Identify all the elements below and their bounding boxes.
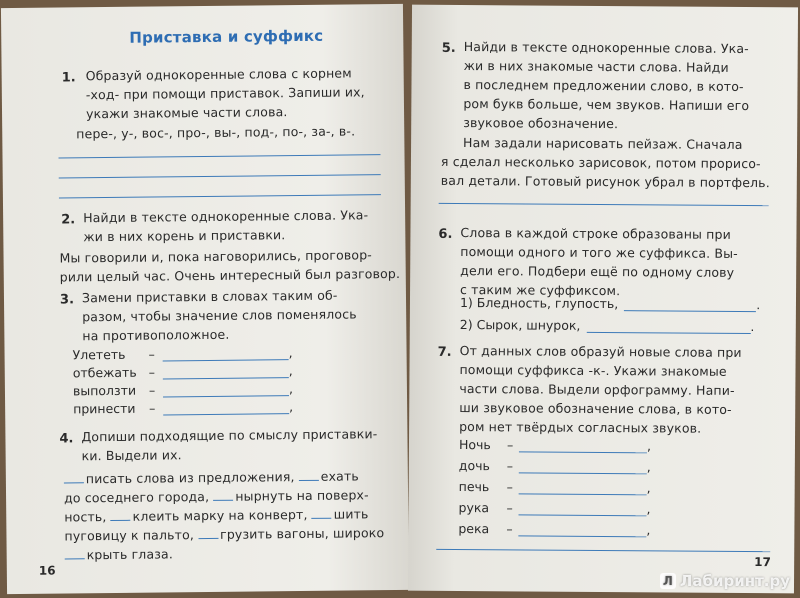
text-fragment: ность, <box>64 509 111 525</box>
task-3-word: отбежать <box>72 364 137 381</box>
task-7-row <box>458 500 650 516</box>
text-fragment: шить <box>333 506 369 522</box>
task-4-line: ки. Выдели их. <box>81 447 182 464</box>
answer-line[interactable] <box>436 549 770 552</box>
task-1-number: 1. <box>61 70 76 86</box>
task-5-line: Найди в тексте однокоренные слова. Ука- <box>463 39 749 57</box>
comma: , <box>646 438 652 454</box>
task-4-instructions <box>81 424 377 465</box>
task-7-word: печь <box>458 478 490 495</box>
watermark <box>660 572 790 590</box>
task-4-text-line <box>64 523 384 545</box>
task-3-row <box>73 363 293 380</box>
dash: – <box>149 400 156 416</box>
task-7-row <box>459 479 651 495</box>
task-1-instructions <box>86 63 366 123</box>
answer-line[interactable] <box>59 194 381 198</box>
left-page <box>1 4 409 594</box>
answer-blank[interactable] <box>65 546 85 559</box>
task-7-word: дочь <box>458 457 490 474</box>
answer-line[interactable] <box>59 154 381 158</box>
task-7-word: река <box>458 520 490 537</box>
task-5-text <box>441 133 770 192</box>
dash: – <box>148 346 155 362</box>
answer-line[interactable] <box>59 174 381 178</box>
task-2-number: 2. <box>61 212 76 228</box>
comma: , <box>646 459 651 475</box>
page-number: 16 <box>38 563 56 578</box>
task-3-word: выползти <box>72 382 137 399</box>
task-2-text-line: Мы говорили и, пока наговорились, проговоp- <box>59 247 373 266</box>
task-3-line: Замени приставки в словах таким об- <box>81 287 338 306</box>
task-5-line: жи в них знакомые части слова. Найди <box>463 58 729 75</box>
page-number: 17 <box>754 555 771 570</box>
task-1-line: -ход- при помощи приставок. Запиши их, <box>85 84 365 103</box>
task-5-line: ром букв больше, чем звуков. Напиши его <box>463 96 750 114</box>
task-5-line: звуковое обозначение. <box>463 115 619 132</box>
dash: – <box>148 382 156 398</box>
task-1-line: Образуй однокоренные слова с корнем <box>85 65 352 84</box>
text-fragment: нырнуть на поверх- <box>235 487 369 504</box>
task-3-instructions <box>82 285 357 345</box>
text-fragment: ехать <box>320 468 359 484</box>
text-fragment: клеить марку на конверт, <box>132 506 312 524</box>
task-7-row <box>459 458 651 474</box>
answer-blank[interactable] <box>162 345 288 361</box>
task-7-line: ром нет твёрдых согласных звуков. <box>459 418 702 436</box>
task-7-instructions <box>459 341 742 438</box>
task-6-line: помощи одного и того же суффикса. Вы- <box>460 244 738 261</box>
answer-blank[interactable] <box>163 363 289 379</box>
task-7-row <box>458 521 650 537</box>
task-6-row <box>460 317 755 334</box>
answer-blank[interactable] <box>64 470 84 483</box>
task-7-word: Ночь <box>458 436 491 453</box>
task-7-row <box>459 437 651 453</box>
answer-blank[interactable] <box>111 508 131 521</box>
answer-blank[interactable] <box>163 381 289 397</box>
task-7-word: рука <box>458 499 490 516</box>
task-1-prefixes: пере-, у-, вос-, про-, вы-, под-, по-, за-, в-. <box>76 123 356 142</box>
comma: , <box>646 501 651 517</box>
task-6-words: 2) Сырок, шнурок, <box>459 317 581 333</box>
task-6-words: 1) Бледность, глупость, <box>459 295 619 312</box>
task-2-instructions <box>83 205 368 246</box>
task-6-row <box>460 295 760 312</box>
dash: – <box>506 500 513 516</box>
task-3-row <box>73 381 293 398</box>
answer-blank[interactable] <box>312 506 332 519</box>
watermark-text: Лабиринт.ру <box>679 572 790 590</box>
answer-blank[interactable] <box>519 479 647 495</box>
task-3-row <box>73 399 293 416</box>
dash: – <box>148 364 156 380</box>
task-7-line: помощи суффикса -к-. Укажи знакомые <box>459 362 727 379</box>
task-3-row <box>72 345 292 362</box>
task-5-text-line: Нам задали нарисовать пейзаж. Сначала <box>463 135 743 152</box>
task-7-number: 7. <box>437 344 452 360</box>
dash: – <box>506 437 514 453</box>
text-fragment: писать слова из предложения, <box>85 469 299 487</box>
dash: – <box>506 521 513 537</box>
comma: , <box>288 345 293 361</box>
task-4-number: 4. <box>59 431 74 447</box>
task-7-line: части слова. Выдели орфограмму. Напи- <box>459 380 735 398</box>
task-6-number: 6. <box>438 226 453 242</box>
task-2-text <box>59 245 400 287</box>
task-5-text-line: вал детали. Готовый рисунок убрал в портфель. <box>440 172 770 191</box>
task-3-number: 3. <box>59 292 75 308</box>
period: . <box>750 319 755 335</box>
page-title: Приставка и суффикс <box>129 26 324 47</box>
task-6-line: дели его. Подбери ещё по одному слову <box>460 263 735 280</box>
comma: , <box>646 522 651 538</box>
task-2-text-line: рили целый час. Очень интересный был разговор. <box>59 265 401 285</box>
answer-blank[interactable] <box>299 468 319 481</box>
task-5-text-line: я сделал несколько зарисовок, потом прорисо- <box>440 153 761 172</box>
period: . <box>756 297 761 313</box>
task-3-word: принести <box>73 400 136 417</box>
dash: – <box>506 458 514 474</box>
answer-blank[interactable] <box>519 458 647 474</box>
task-4-text-line <box>65 542 385 564</box>
answer-blank[interactable] <box>519 437 647 453</box>
task-6-line: с таким же суффиксом. <box>460 282 621 299</box>
comma: , <box>646 480 651 496</box>
text-fragment: до соседнего города, <box>63 488 214 506</box>
task-3-line: на противоположное. <box>82 326 230 344</box>
answer-blank[interactable] <box>213 488 233 501</box>
text-fragment: пуговицу к пальто, <box>64 527 199 544</box>
task-5-instructions <box>463 37 749 134</box>
comma: , <box>288 363 293 379</box>
task-5-line: в последнем предложении слово, в кото- <box>463 77 744 94</box>
answer-blank[interactable] <box>198 526 218 539</box>
task-6-line: Слова в каждой строке образованы при <box>460 225 731 242</box>
labirint-logo-icon: Л <box>660 573 676 589</box>
dash: – <box>506 479 513 495</box>
answer-blank[interactable] <box>163 399 289 415</box>
task-3-line: разом, чтобы значение слов поменялось <box>82 306 357 325</box>
task-1-line: укажи знакомые части слова. <box>85 104 288 122</box>
task-2-line: Найди в тексте однокоренные слова. Ука- <box>83 207 369 226</box>
task-4-text <box>64 466 385 564</box>
task-6-instructions <box>460 223 738 301</box>
answer-blank[interactable] <box>586 318 750 334</box>
answer-blank[interactable] <box>518 500 646 516</box>
answer-blank[interactable] <box>624 296 756 312</box>
task-2-line: жи в них корень и приставки. <box>83 227 286 245</box>
right-page <box>408 5 798 594</box>
task-7-line: От данных слов образуй новые слова при <box>459 343 742 360</box>
task-5-number: 5. <box>441 40 456 56</box>
task-3-word: Улететь <box>72 346 126 363</box>
text-fragment: грузить вагоны, широко <box>219 525 385 542</box>
comma: , <box>288 381 294 397</box>
task-7-line: ши звуковое обозначение слова, в кото- <box>459 399 732 417</box>
answer-blank[interactable] <box>518 521 646 537</box>
text-fragment: крыть глаза. <box>86 546 174 563</box>
comma: , <box>289 399 294 415</box>
task-4-line: Допиши подходящие по смыслу приставки- <box>81 426 378 445</box>
answer-line[interactable] <box>439 203 769 206</box>
